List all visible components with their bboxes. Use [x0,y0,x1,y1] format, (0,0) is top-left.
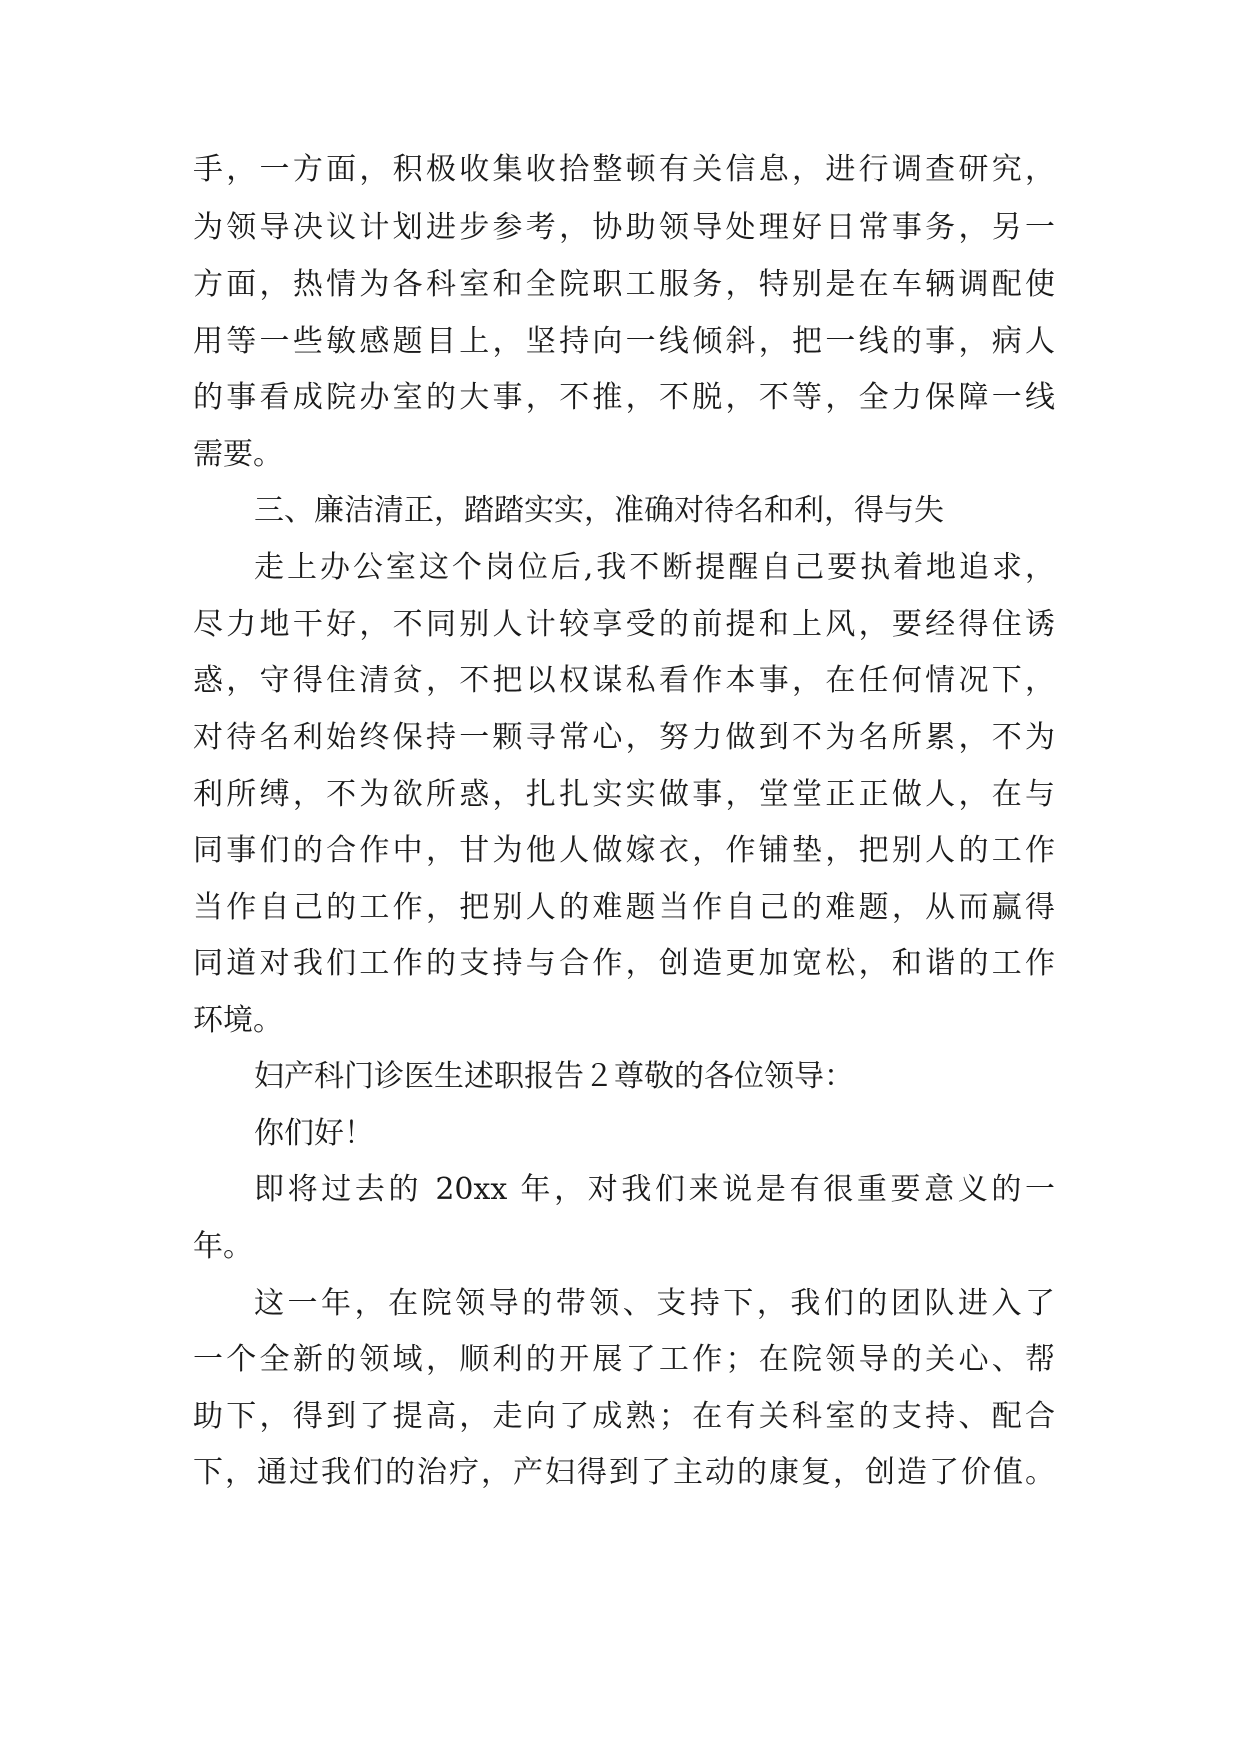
greeting-line: 你们好！ [254,1116,374,1151]
body-text-line: 同道对我们工作的支持与合作，创造更加宽松，和谐的工作 [193,946,1055,981]
body-text-line: 走上办公室这个岗位后,我不断提醒自己要执着地追求， [254,550,1055,585]
body-text-line: 当作自己的工作，把别人的难题当作自己的难题，从而赢得 [193,890,1055,925]
body-text-line: 惑，守得住清贫，不把以权谋私看作本事，在任何情况下， [193,663,1055,698]
body-text-line: 的事看成院办室的大事，不推，不脱，不等，全力保障一线 [193,380,1055,415]
body-text-line: 用等一些敏感题目上，坚持向一线倾斜，把一线的事，病人 [193,324,1055,359]
body-text-line: 利所缚，不为欲所惑，扎扎实实做事，堂堂正正做人，在与 [193,777,1055,812]
body-text-line: 助下，得到了提高，走向了成熟；在有关科室的支持、配合 [193,1399,1055,1434]
body-text-line: 一个全新的领域，顺利的开展了工作；在院领导的关心、帮 [193,1342,1055,1377]
body-text-line: 需要。 [193,437,283,472]
body-text-line: 年。 [193,1229,253,1264]
body-text-line: 环境。 [193,1003,283,1038]
body-text-line: 即将过去的 20xx 年，对我们来说是有很重要意义的一 [254,1172,1055,1207]
body-text-line: 为领导决议计划进步参考，协助领导处理好日常事务，另一 [193,210,1055,245]
body-text-line: 手，一方面，积极收集收拾整顿有关信息，进行调查研究， [193,152,1055,187]
body-text-line: 下，通过我们的治疗，产妇得到了主动的康复，创造了价值。 [193,1455,1055,1490]
body-text-line: 尽力地干好，不同别人计较享受的前提和上风，要经得住诱 [193,607,1055,642]
report-title-line: 妇产科门诊医生述职报告２尊敬的各位领导： [254,1059,854,1094]
body-text-line: 方面，热情为各科室和全院职工服务，特别是在车辆调配使 [193,267,1055,302]
body-text-line: 同事们的合作中，甘为他人做嫁衣，作铺垫，把别人的工作 [193,833,1055,868]
section-heading: 三、廉洁清正，踏踏实实，准确对待名和利，得与失 [254,493,944,528]
body-text-line: 这一年，在院领导的带领、支持下，我们的团队进入了 [254,1286,1055,1321]
body-text-line: 对待名利始终保持一颗寻常心，努力做到不为名所累，不为 [193,720,1055,755]
